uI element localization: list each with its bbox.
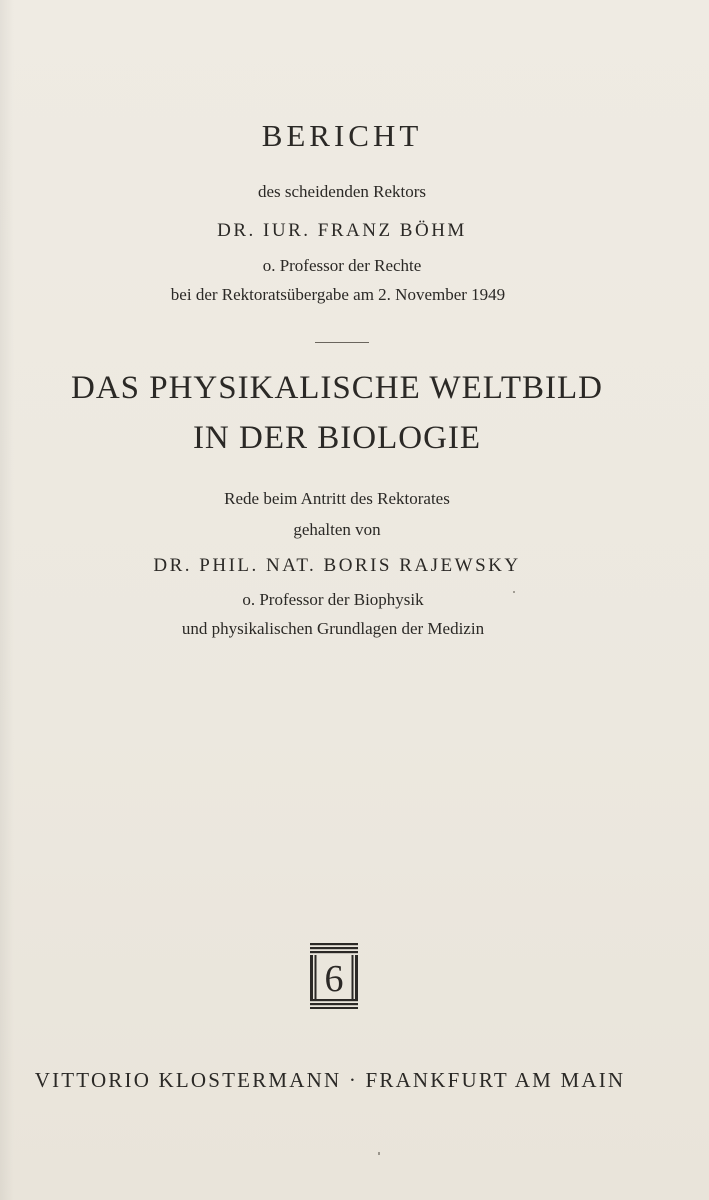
lecture-title-line-1: DAS PHYSIKALISCHE WELTBILD <box>70 370 604 406</box>
lecture-held-by: gehalten von <box>293 520 381 539</box>
paper-speck-2 <box>378 1152 380 1155</box>
lecture-speaker: DR. PHIL. NAT. BORIS RAJEWSKY <box>153 555 521 576</box>
publisher-imprint: VITTORIO KLOSTERMANN · FRANKFURT AM MAIN <box>34 1068 626 1092</box>
report-heading: BERICHT <box>261 118 423 153</box>
speaker-field: und physikalischen Grundlagen der Medizin <box>181 619 485 638</box>
section-divider <box>315 342 369 343</box>
speaker-title: o. Professor der Biophysik <box>242 590 424 609</box>
report-occasion: bei der Rektoratsübergabe am 2. November 1949 <box>170 285 506 304</box>
lecture-occasion: Rede beim Antritt des Rektorates <box>224 489 450 508</box>
report-subtitle: des scheidenden Rektors <box>257 182 427 201</box>
paper-speck <box>513 591 515 593</box>
report-author: DR. IUR. FRANZ BÖHM <box>217 220 467 241</box>
lecture-title-line-2: IN DER BIOLOGIE <box>192 420 482 456</box>
publisher-logo-glyph: 6 <box>324 958 344 1000</box>
report-author-title: o. Professor der Rechte <box>262 256 422 275</box>
publisher-logo-icon <box>308 943 360 1009</box>
